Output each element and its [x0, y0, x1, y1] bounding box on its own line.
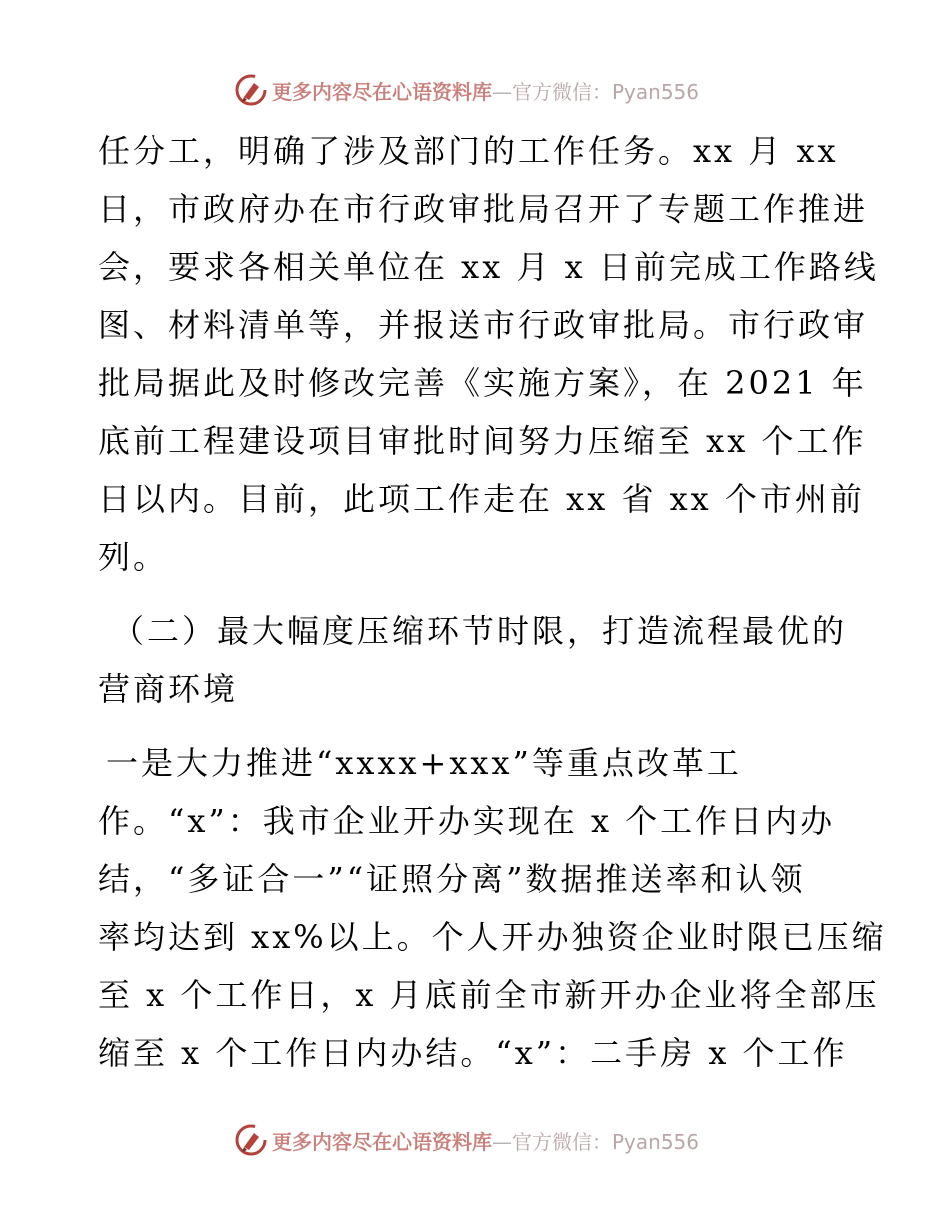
watermark-contact: 官方微信：Pyan556	[512, 1129, 700, 1154]
text-line: 率均达到 xx%以上。个人开办独资企业时限已压缩	[98, 918, 887, 956]
paragraph-2	[98, 734, 887, 1082]
text-line: 至 x 个工作日，x 月底前全市新开办企业将全部压	[98, 976, 880, 1014]
heading-line: （二）最大幅度压缩环节时限，打造流程最优的	[112, 612, 848, 650]
watermark-text	[272, 76, 699, 105]
text-line: 一是大力推进“xxxx+xxx”等重点改革工	[106, 744, 742, 782]
footer-watermark	[234, 1122, 699, 1158]
pen-logo-icon	[234, 1123, 268, 1157]
text-line: 图、材料清单等，并报送市行政审批局。市行政审	[98, 306, 869, 344]
text-line: 批局据此及时修改完善《实施方案》，在 2021 年	[98, 364, 867, 402]
header-watermark	[234, 72, 699, 108]
text-line: 日，市政府办在市行政审批局召开了专题工作推进	[98, 190, 869, 228]
text-line: 任分工，明确了涉及部门的工作任务。xx 月 xx	[98, 132, 839, 170]
paragraph-1	[98, 122, 879, 586]
heading-line: 营商环境	[98, 670, 239, 708]
watermark-separator: —	[492, 1129, 512, 1154]
watermark-contact: 官方微信：Pyan556	[512, 79, 700, 104]
watermark-brand: 更多内容尽在心语资料库	[272, 1129, 492, 1154]
text-line: 日以内。目前，此项工作走在 xx 省 xx 个市州前	[98, 480, 865, 518]
text-line: 底前工程建设项目审批时间努力压缩至 xx 个工作	[98, 422, 867, 460]
watermark-separator: —	[492, 79, 512, 104]
watermark-text	[272, 1126, 699, 1155]
text-line: 缩至 x 个工作日内办结。“x”：二手房 x 个工作	[98, 1034, 848, 1072]
document-body	[98, 122, 887, 1082]
text-line: 会，要求各相关单位在 xx 月 x 日前完成工作路线	[98, 248, 879, 286]
text-line: 列。	[98, 538, 169, 576]
text-line: 结，“多证合一”“证照分离”数据推送率和认领	[98, 860, 806, 898]
pen-logo-icon	[234, 73, 268, 107]
text-line: 作。“x”：我市企业开办实现在 x 个工作日内办	[98, 802, 836, 840]
watermark-brand: 更多内容尽在心语资料库	[272, 79, 492, 104]
section-heading	[98, 602, 858, 718]
